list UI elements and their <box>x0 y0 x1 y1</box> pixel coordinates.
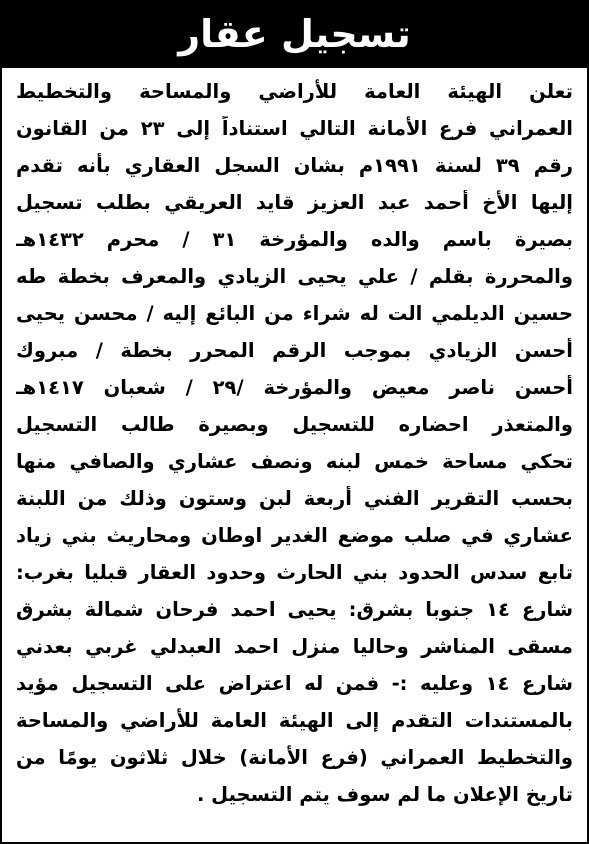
notice-line: مسقى المناشر وحاليا منزل احمد العبدلي غربي بعدني <box>16 635 573 658</box>
notice-line: أحسن ناصر معيض والمؤرخة /٢٩ / شعبان ١٤١٧هـ <box>16 376 573 399</box>
notice-line: إليها الأخ أحمد عبد العزيز قايد العريقي بطلب تسجيل <box>16 191 573 214</box>
notice-line: والتخطيط العمراني (فرع الأمانة) خلال ثلاثون يومًا من <box>16 746 573 769</box>
notice-line: عشاري في صلب موضع الغدير اوطان ومحاريث بني زياد <box>16 524 573 547</box>
notice-line: تعلن الهيئة العامة للأراضي والمساحة والتخطيط <box>16 80 573 103</box>
notice-line: شارع ١٤ وعليه :- فمن له اعتراض على التسجيل مؤيد <box>16 672 573 695</box>
notice-line: شارع ١٤ جنوبا بشرق: يحيى احمد فرحان شمالة بشرق <box>16 598 573 621</box>
notice-line: رقم ٣٩ لسنة ١٩٩١م بشان السجل العقاري بأنه تقدم <box>16 154 573 177</box>
notice-line: بالمستندات التقدم إلى الهيئة العامة للأراضي والمساحة <box>16 709 573 732</box>
notice-line: بحسب التقرير الفني أربعة لبن وستون وذلك من اللبنة <box>16 487 573 510</box>
notice-title: تسجيل عقار <box>178 12 411 56</box>
notice-line: تابع سدس الحدود بني الحارث وحدود العقار قبليا بغرب: <box>16 561 573 584</box>
notice-line: تاريخ الإعلان ما لم سوف يتم التسجيل . <box>196 783 573 806</box>
notice-line: والمتعذر احضاره للتسجيل وبصيرة طالب التسجيل <box>16 413 573 436</box>
notice-line: أحسن الزيادي بموجب الرقم المحرر بخطة / مبروك <box>16 339 573 362</box>
notice-line: تحكي مساحة خمس لبنه ونصف عشاري والصافي منها <box>16 450 573 473</box>
notice-line: حسين الديلمي الت له شراء من البائع إليه / محسن يحيى <box>16 302 573 325</box>
notice-header <box>0 0 589 68</box>
notice-line: بصيرة باسم والده والمؤرخة ٣١ / محرم ١٤٣٢هـ <box>16 228 573 251</box>
notice-body <box>0 68 589 844</box>
notice-line: والمحررة بقلم / علي يحيى الزيادي والمعرف بخطة طه <box>16 265 573 288</box>
notice-line: العمراني فرع الأمانة التالي استناداً إلى ٢٣ من القانون <box>16 117 573 140</box>
